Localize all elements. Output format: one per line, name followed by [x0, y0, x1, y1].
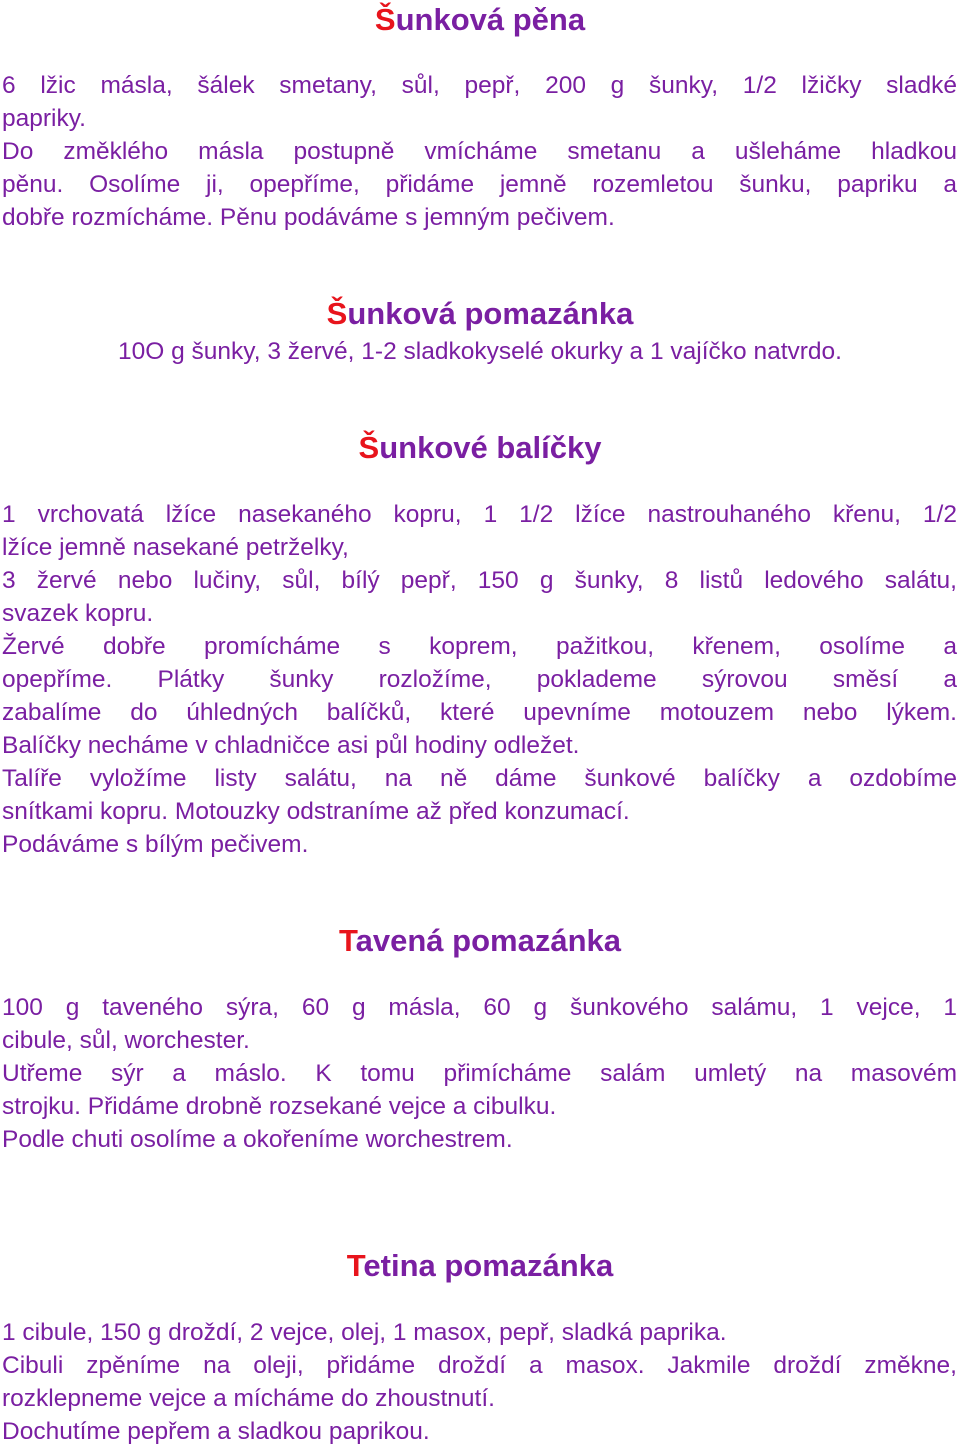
- title-rest: avená pomazánka: [355, 923, 621, 958]
- recipe-title-sunkova-pomazanka: [0, 296, 960, 332]
- title-initial: Š: [326, 296, 348, 331]
- text-line: zabalíme do úhledných balíčků, které upevníme motouzem nebo lýkem.: [2, 699, 957, 726]
- text-line: Do změklého másla postupně vmícháme smetanu a ušleháme hladkou: [2, 138, 957, 165]
- title-rest: unková pomazánka: [347, 296, 634, 331]
- text-line: Dochutíme pepřem a sladkou paprikou.: [2, 1418, 430, 1445]
- recipe-title-tetina-pomazanka: [0, 1248, 960, 1284]
- title-rest: unkové balíčky: [379, 430, 602, 465]
- title-initial: Š: [358, 430, 380, 465]
- text-line: Balíčky necháme v chladničce asi půl hodiny odležet.: [2, 732, 580, 759]
- recipe-body-sunkova-pena: [2, 69, 957, 234]
- text-line: pěnu. Osolíme ji, opepříme, přidáme jemně rozemletou šunku, papriku a: [2, 171, 957, 198]
- text-line: Podáváme s bílým pečivem.: [2, 831, 309, 858]
- recipe-title-tavena-pomazanka: [0, 923, 960, 959]
- text-line: papriky.: [2, 105, 86, 132]
- text-line: 3 žervé nebo lučiny, sůl, bílý pepř, 150 g šunky, 8 listů ledového salátu,: [2, 567, 957, 594]
- text-line: strojku. Přidáme drobně rozsekané vejce a cibulku.: [2, 1093, 557, 1120]
- text-line: 100 g taveného sýra, 60 g másla, 60 g šunkového salámu, 1 vejce, 1: [2, 994, 957, 1021]
- text-line: Žervé dobře promícháme s koprem, pažitkou, křenem, osolíme a: [2, 633, 957, 660]
- title-initial: Š: [374, 2, 396, 37]
- text-line: 1 vrchovatá lžíce nasekaného kopru, 1 1/2 lžíce nastrouhaného křenu, 1/2: [2, 501, 957, 528]
- text-line: lžíce jemně nasekané petrželky,: [2, 534, 349, 561]
- text-line: 1 cibule, 150 g droždí, 2 vejce, olej, 1 masox, pepř, sladká paprika.: [2, 1319, 727, 1346]
- text-line: snítkami kopru. Motouzky odstraníme až před konzumací.: [2, 798, 630, 825]
- text-line: cibule, sůl, worchester.: [2, 1027, 250, 1054]
- text-line: Cibuli zpěníme na oleji, přidáme droždí a masox. Jakmile droždí změkne,: [2, 1352, 957, 1379]
- text-line: svazek kopru.: [2, 600, 154, 627]
- text-line: rozklepneme vejce a mícháme do zhoustnutí.: [2, 1385, 495, 1412]
- text-line: Utřeme sýr a máslo. K tomu přimícháme salám umletý na masovém: [2, 1060, 957, 1087]
- recipe-body-sunkova-pomazanka: [0, 335, 960, 368]
- title-initial: T: [339, 923, 356, 958]
- title-rest: etina pomazánka: [363, 1248, 614, 1283]
- text-line: 6 lžic másla, šálek smetany, sůl, pepř, 200 g šunky, 1/2 lžičky sladké: [2, 72, 957, 99]
- text-line: 10O g šunky, 3 žervé, 1-2 sladkokyselé okurky a 1 vajíčko natvrdo.: [117, 338, 842, 365]
- recipe-title-sunkove-balicky: [0, 430, 960, 466]
- text-line: dobře rozmícháme. Pěnu podáváme s jemným pečivem.: [2, 204, 615, 231]
- recipe-title-sunkova-pena: [0, 2, 960, 38]
- recipe-body-sunkove-balicky: [2, 498, 957, 861]
- title-rest: unková pěna: [395, 2, 586, 37]
- recipe-body-tavena-pomazanka: [2, 991, 957, 1156]
- recipe-body-tetina-pomazanka: [2, 1316, 957, 1448]
- text-line: opepříme. Plátky šunky rozložíme, poklademe sýrovou směsí a: [2, 666, 957, 693]
- text-line: Podle chuti osolíme a okořeníme worchestrem.: [2, 1126, 513, 1153]
- text-line: Talíře vyložíme listy salátu, na ně dáme šunkové balíčky a ozdobíme: [2, 765, 957, 792]
- title-initial: T: [346, 1248, 364, 1283]
